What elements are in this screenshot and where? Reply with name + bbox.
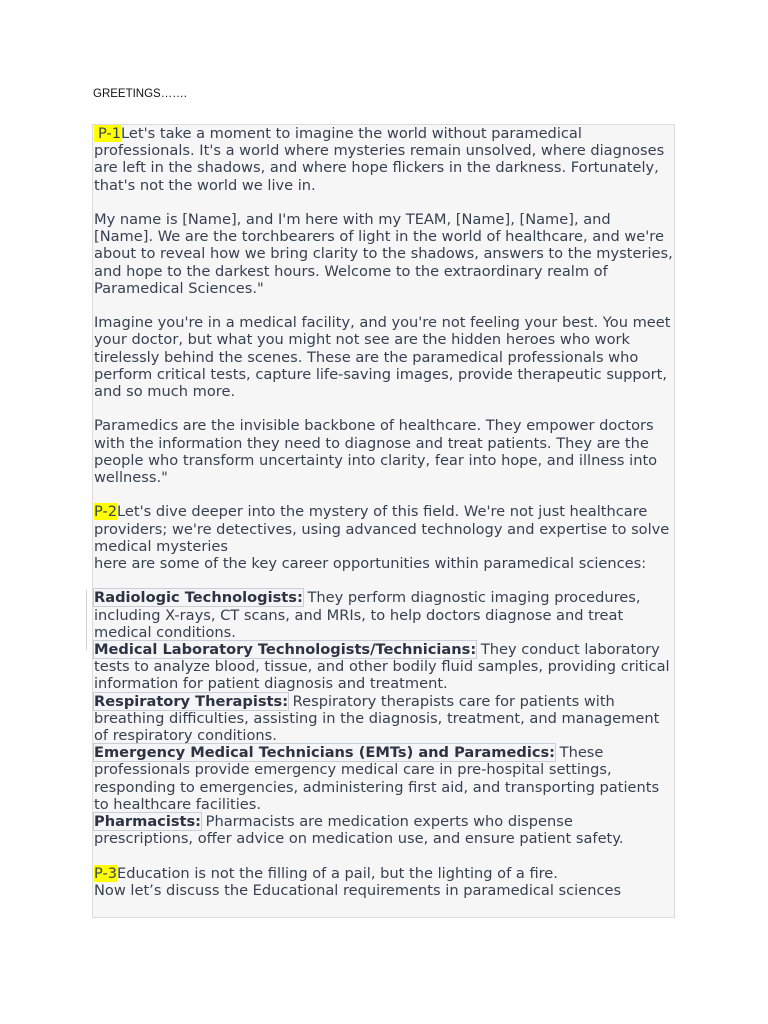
document-body[interactable] xyxy=(92,124,675,918)
career-item xyxy=(94,693,674,745)
marker-p3: P-3 xyxy=(94,864,118,882)
paragraph-p2 xyxy=(94,503,674,555)
career-item xyxy=(94,589,674,641)
greeting-heading: GREETINGS……. xyxy=(93,88,187,100)
marker-p2: P-2 xyxy=(94,503,118,521)
paragraph-intro: My name is [Name], and I'm here with my TEAM, [Name], [Name], and [Name]. We are the torchbearers of light in the world of healthcare, and we're about to reveal how we bring clarity to the shadows, answers to the mysteries, and hope to the darkest hours. Welcome to the extraordinary realm of Paramedical Sciences." xyxy=(94,211,673,297)
marker-p1: P-1 xyxy=(94,125,121,142)
career-desc: Respiratory therapists care for patients with breathing difficulties, assisting in the diagnosis, treatment, and management of respiratory conditions. xyxy=(94,692,660,745)
p1-text: Let's take a moment to imagine the world without paramedical professionals. It's a world where mysteries remain unsolved, where diagnoses are left in the shadows, and where hope flickers in the darkness. Fortunately, that's not the world we live in. xyxy=(94,125,665,194)
career-term: Pharmacists: xyxy=(94,813,202,831)
career-desc: These professionals provide emergency medical care in pre-hospital settings, responding to emergencies, administering first aid, and transporting patients to healthcare facilities. xyxy=(94,744,660,813)
p2-text: Let's dive deeper into the mystery of this field. We're not just healthcare providers; we're detectives, using advanced technology and expertise to solve medical mysteries xyxy=(94,503,670,555)
career-item xyxy=(94,744,674,813)
career-term: Radiologic Technologists: xyxy=(94,589,303,607)
paragraph-p2-cont: here are some of the key career opportunities within paramedical sciences: xyxy=(94,555,647,573)
career-term: Medical Laboratory Technologists/Technicians: xyxy=(94,641,477,659)
career-term: Respiratory Therapists: xyxy=(94,692,289,710)
p3-text: Education is not the filling of a pail, but the lighting of a fire. xyxy=(117,864,558,882)
career-item xyxy=(94,641,674,693)
career-term: Emergency Medical Technicians (EMTs) and Paramedics: xyxy=(94,744,556,762)
paragraph-p1 xyxy=(94,125,674,194)
margin-rule xyxy=(86,590,87,650)
career-desc: They perform diagnostic imaging procedures, including X-rays, CT scans, and MRIs, to help doctors diagnose and treat medical conditions. xyxy=(94,589,641,641)
career-desc: Pharmacists are medication experts who dispense prescriptions, offer advice on medication use, and ensure patient safety. xyxy=(94,813,624,848)
career-desc: They conduct laboratory tests to analyze blood, tissue, and other bodily fluid samples, providing critical information for patient diagnosis and treatment. xyxy=(94,641,670,693)
paragraph-backbone: Paramedics are the invisible backbone of healthcare. They empower doctors with the information they need to diagnose and treat patients. They are the people who transform uncertainty into clarity, fear into hope, and illness into wellness." xyxy=(94,417,658,487)
paragraph-p3-cont: Now let’s discuss the Educational requirements in paramedical sciences xyxy=(94,881,622,899)
paragraph-imagine: Imagine you're in a medical facility, and you're not feeling your best. You meet your doctor, but what you might not see are the hidden heroes who work tirelessly behind the scenes. These are the paramedical professionals who perform critical tests, capture life-saving images, provide therapeutic support, and so much more. xyxy=(94,314,671,401)
career-item xyxy=(94,813,674,847)
paragraph-p3 xyxy=(94,865,674,882)
